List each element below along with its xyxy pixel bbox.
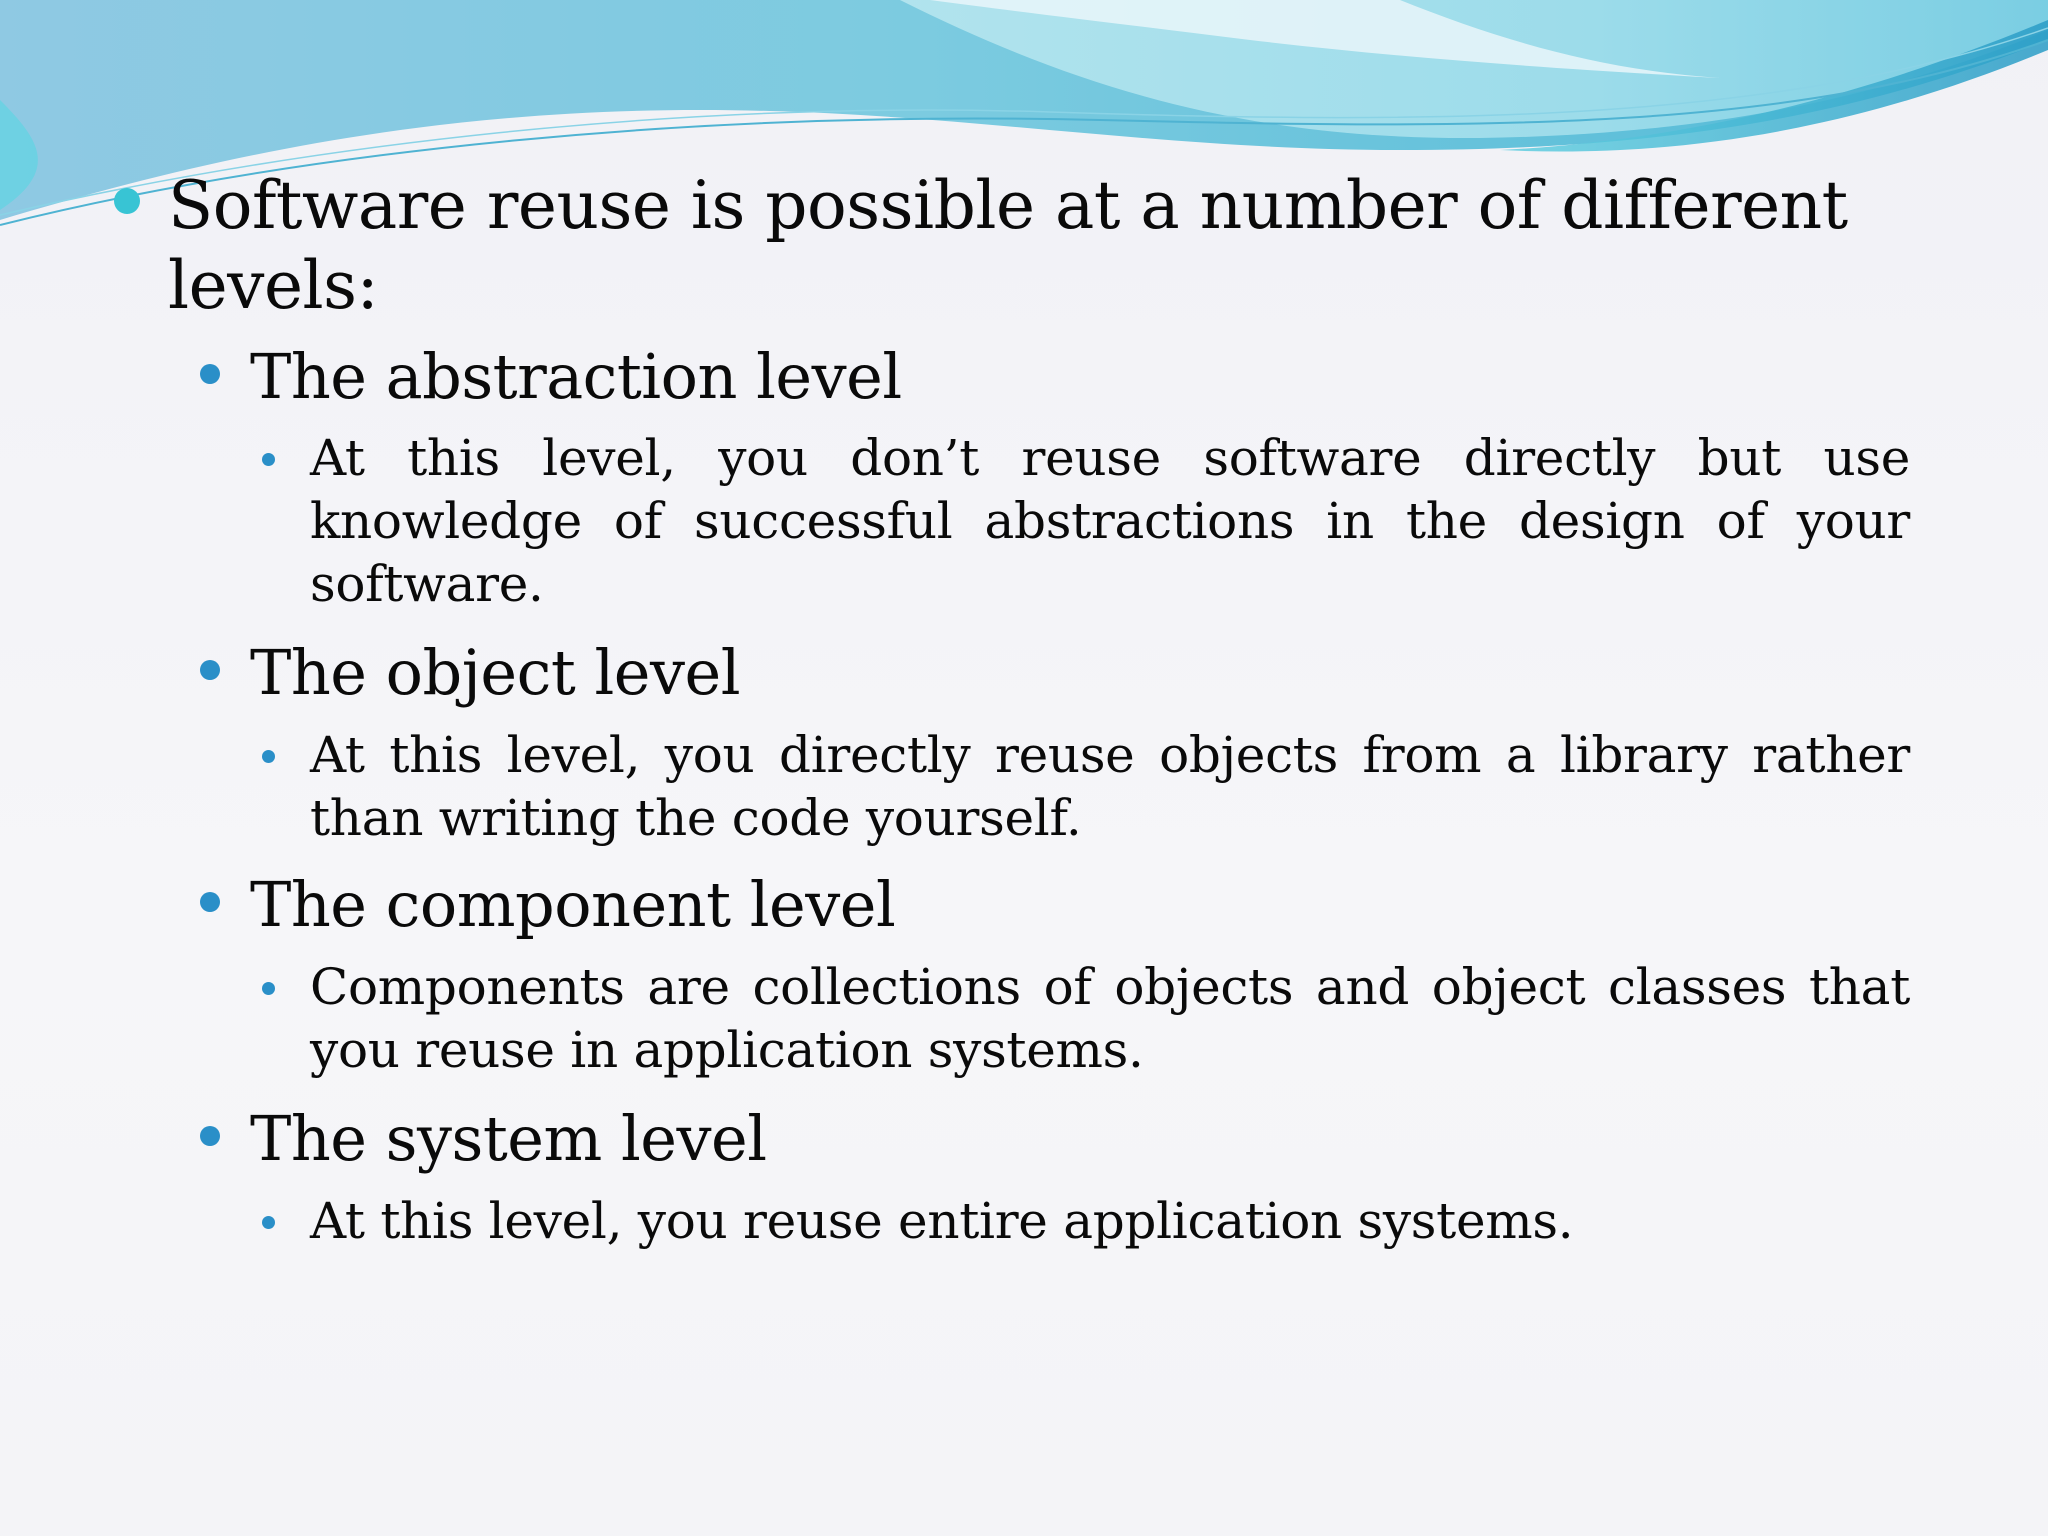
level-component-detail: Components are collections of objects and object classes that you reuse in application systems. [310, 958, 1910, 1079]
bullet-dot-icon [262, 1216, 275, 1229]
bullet-dot-icon [262, 982, 275, 995]
bullet-dot-icon [262, 750, 275, 763]
bullet-dot-icon [114, 188, 140, 214]
bullet-dot-icon [200, 660, 220, 680]
main-bullet-text: Software reuse is possible at a number of different levels: [168, 167, 1848, 324]
bullet-dot-icon [262, 453, 275, 466]
level-system-title: The system level [250, 1102, 767, 1175]
level-object-detail: At this level, you directly reuse objects from a library rather than writing the code yourself. [310, 726, 1910, 847]
level-abstraction-detail: At this level, you don’t reuse software directly but use knowledge of successful abstractions in the design of your software. [310, 429, 1910, 613]
level-object-title: The object level [250, 636, 741, 709]
bullet-dot-icon [200, 892, 220, 912]
bullet-dot-icon [200, 1126, 220, 1146]
level-system-detail: At this level, you reuse entire application systems. [310, 1192, 1574, 1250]
level-abstraction-title: The abstraction level [250, 340, 902, 413]
bullet-dot-icon [200, 364, 220, 384]
level-component-title: The component level [250, 868, 896, 941]
